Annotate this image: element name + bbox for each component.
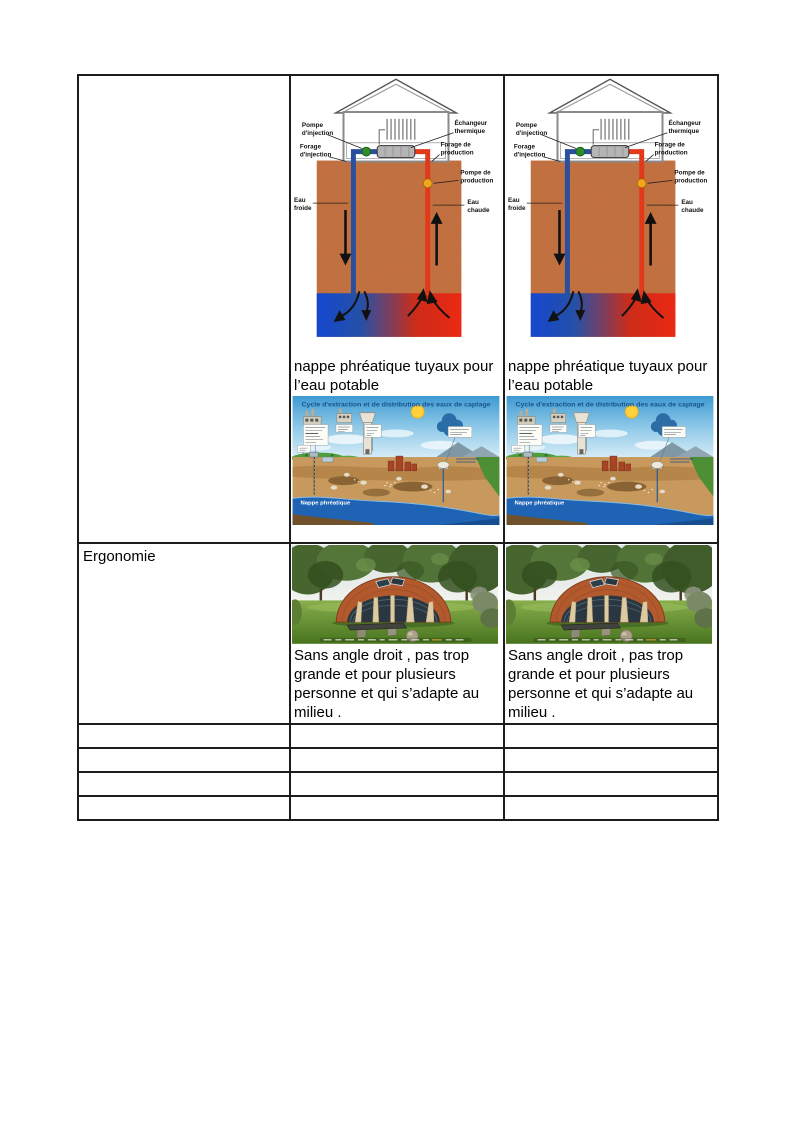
empty-cell xyxy=(504,772,718,796)
row2-solution-a-cell xyxy=(290,543,504,724)
row1-criterion-cell xyxy=(78,75,290,543)
ergonomie-caption: Sans angle droit , pas trop grande et pour plusieurs personne et qui s’adapte au milieu . xyxy=(508,647,694,721)
table-row-ergonomie xyxy=(78,543,718,724)
empty-cell xyxy=(78,748,290,772)
row2-criterion-cell xyxy=(78,543,290,724)
empty-cell xyxy=(78,772,290,796)
groundwater-caption: nappe phréatique tuyaux pour l’eau potable xyxy=(508,358,708,394)
empty-cell xyxy=(504,724,718,748)
empty-row xyxy=(78,748,718,772)
empty-cell xyxy=(504,796,718,820)
water-cycle-image xyxy=(506,396,714,525)
empty-cell xyxy=(78,796,290,820)
water-cycle-image xyxy=(292,396,500,525)
empty-cell xyxy=(290,772,504,796)
groundwater-caption: nappe phréatique tuyaux pour l’eau potable xyxy=(294,358,494,394)
empty-row xyxy=(78,724,718,748)
row2-solution-b-cell xyxy=(504,543,718,724)
empty-row xyxy=(78,796,718,820)
dome-house-image xyxy=(292,545,498,644)
row1-solution-a-cell xyxy=(290,75,504,543)
row1-solution-b-cell xyxy=(504,75,718,543)
comparison-table xyxy=(77,74,719,821)
geothermal-diagram-image xyxy=(506,77,714,355)
empty-cell xyxy=(290,748,504,772)
table-row-solutions xyxy=(78,75,718,543)
empty-cell xyxy=(78,724,290,748)
empty-cell xyxy=(290,796,504,820)
empty-cell xyxy=(504,748,718,772)
geothermal-diagram-image xyxy=(292,77,500,355)
dome-house-image xyxy=(506,545,712,644)
ergonomie-label: Ergonomie xyxy=(83,548,156,565)
ergonomie-caption: Sans angle droit , pas trop grande et pour plusieurs personne et qui s’adapte au milieu . xyxy=(294,647,480,721)
empty-cell xyxy=(290,724,504,748)
empty-row xyxy=(78,772,718,796)
